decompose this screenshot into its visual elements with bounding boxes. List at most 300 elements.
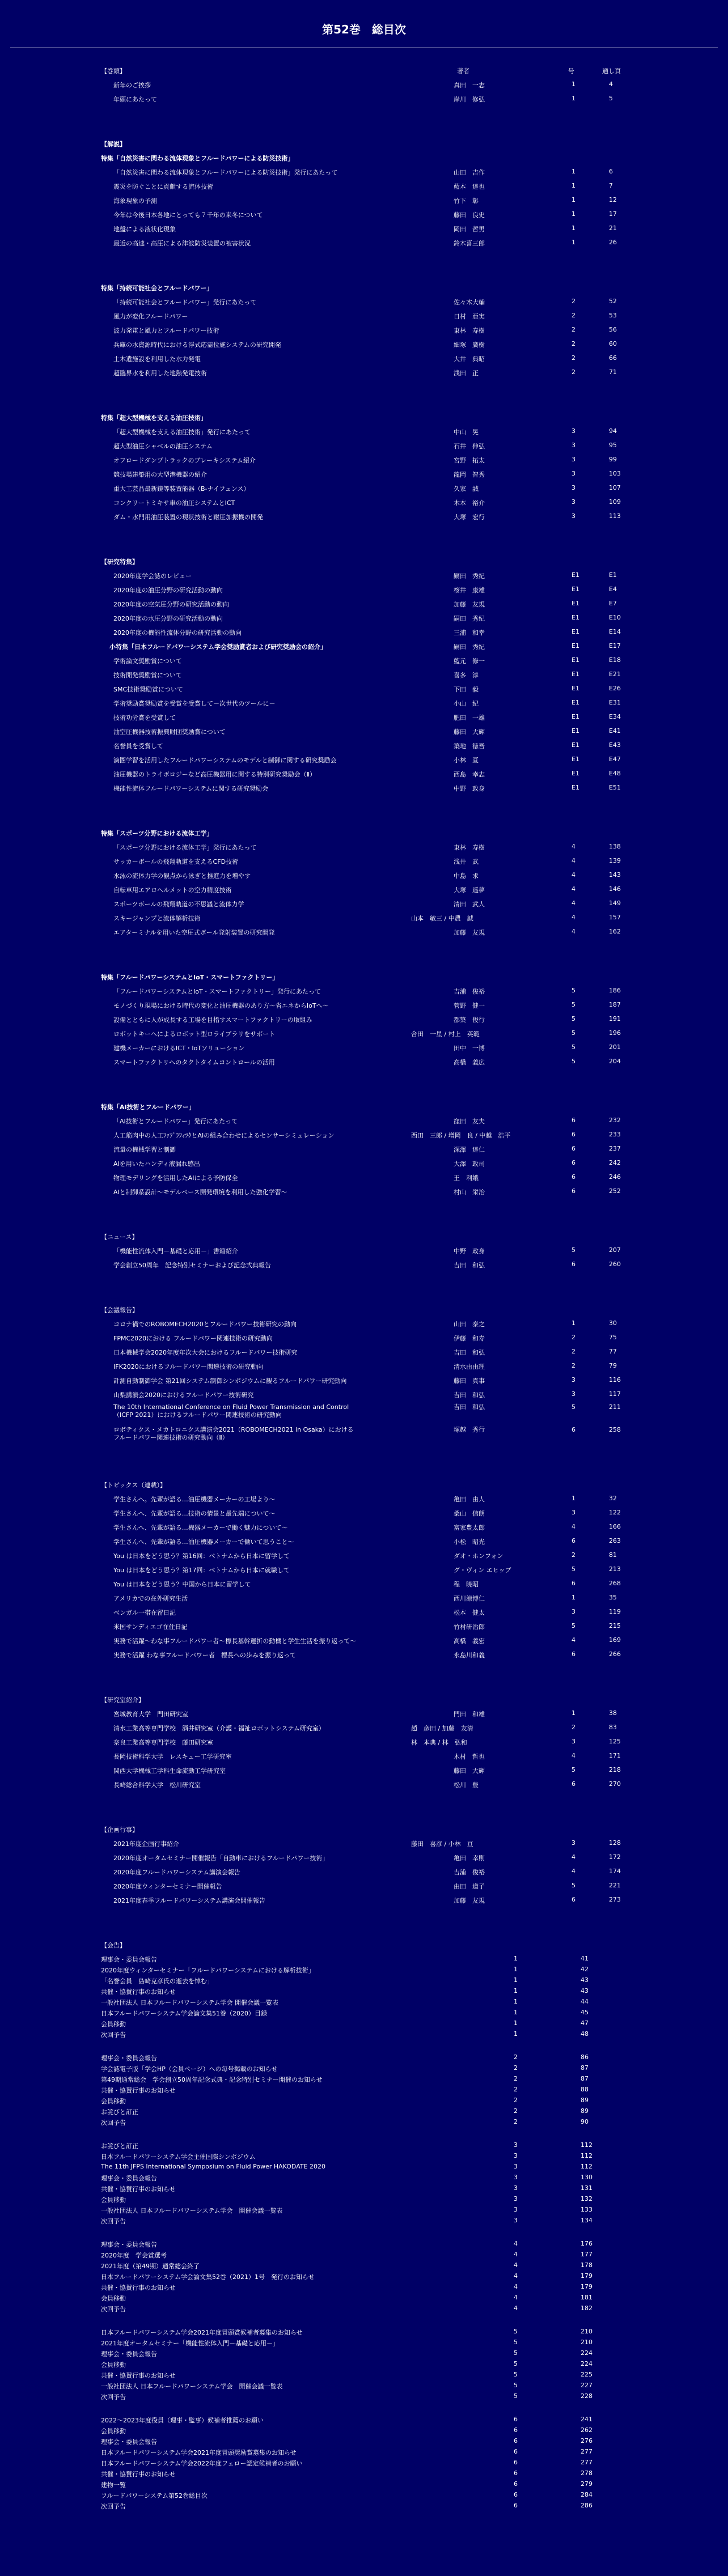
article-author: 岡田 哲男 <box>454 226 485 233</box>
page-number: 286 <box>581 2502 592 2509</box>
article-author: 村山 栄治 <box>454 1189 485 1196</box>
issue-number: 6 <box>514 2469 518 2477</box>
article-author: 木村 哲也 <box>454 1753 485 1760</box>
article-row <box>0 1359 728 1373</box>
article-author: グ・ヴィン エヒップ <box>454 1567 511 1574</box>
issue-number: 2 <box>514 2097 518 2104</box>
page-number: 138 <box>609 843 621 850</box>
article-author: 桑山 信朗 <box>454 1510 485 1517</box>
announcement-row <box>0 2389 728 2400</box>
page-number: 116 <box>609 1376 621 1384</box>
section-heading: 特集「フルードパワーシステムとIoT・スマートファクトリー」 <box>101 974 279 981</box>
article-title: 2020年度の水圧分野の研究活動の動向 <box>113 615 223 622</box>
page-number: 94 <box>609 427 617 435</box>
article-author: 清水由由理 <box>454 1363 485 1370</box>
article-row <box>0 1576 728 1590</box>
issue-number: 3 <box>514 2217 518 2224</box>
issue-number: 5 <box>572 1015 575 1022</box>
announcement-row <box>0 2247 728 2258</box>
issue-number: 4 <box>572 857 575 864</box>
announcement-row <box>0 2072 728 2082</box>
issue-number: 5 <box>572 1565 575 1573</box>
article-author: 亀田 幸則 <box>454 1854 485 1862</box>
page-number: 166 <box>609 1523 621 1530</box>
article-row <box>0 1243 728 1257</box>
article-title: 共催・協賛行事のお知らせ <box>101 2284 176 2291</box>
article-row <box>0 1387 728 1401</box>
section-heading-row <box>0 1477 728 1491</box>
announcement-row <box>0 2016 728 2027</box>
announcement-row <box>0 2290 728 2301</box>
page-number: 178 <box>581 2261 592 2269</box>
article-title: ロボティクス・メカトロニクス講演会2021（ROBOMECH2021 in Osaka）におけるフルードパワー関連技術の研究動向（Ⅱ） <box>113 1426 354 1441</box>
article-author: 都築 俊行 <box>454 1016 485 1024</box>
issue-number: E1 <box>572 756 579 763</box>
article-author: 肥田 一雄 <box>454 714 485 722</box>
article-title: 最近の高速・高圧による津波防災装置の被害状況 <box>113 240 251 247</box>
issue-number: 1 <box>572 182 575 189</box>
page-number: 143 <box>609 871 621 879</box>
page-number: 228 <box>581 2392 592 2400</box>
page-number: 172 <box>609 1853 621 1861</box>
page-number: 130 <box>581 2174 592 2181</box>
issue-number: 5 <box>572 1622 575 1629</box>
page-number: 32 <box>609 1495 617 1502</box>
article-author: 吉田 和弘 <box>454 1391 485 1399</box>
page-number: 224 <box>581 2349 592 2357</box>
page-number: 122 <box>609 1509 621 1516</box>
issue-number: 6 <box>572 1780 575 1788</box>
page-number: 35 <box>609 1594 617 1601</box>
article-author: 松川 豊 <box>454 1781 479 1789</box>
page-number: 26 <box>609 239 617 246</box>
article-title: 関西大学機械工学科生命流動工学研究室 <box>113 1767 226 1775</box>
article-title: オフロードダンプトラックのブレーキシステム紹介 <box>113 457 256 464</box>
article-title: 技術開発奨励賞について <box>113 672 182 679</box>
section-gap <box>0 1791 728 1822</box>
issue-number: 6 <box>514 2459 518 2466</box>
issue-number: 5 <box>572 1043 575 1051</box>
section-gap <box>0 2312 728 2324</box>
page-number: 179 <box>581 2283 592 2290</box>
page-number: 258 <box>609 1426 621 1433</box>
article-title: 日本フルードパワーシステム学会2021年度冒頭賞候補者募集のお知らせ <box>101 2329 303 2336</box>
article-row <box>0 681 728 695</box>
page-number: 107 <box>609 484 621 491</box>
page-number: 12 <box>609 196 617 203</box>
announcement-row <box>0 2423 728 2434</box>
article-author: 吉田 和弘 <box>454 1349 485 1356</box>
article-title: 実務で活躍～わな事フルードパワー者～標長基幹運折の動機と学生生活を振り返って～ <box>113 1637 357 1645</box>
article-row <box>0 1749 728 1763</box>
article-row <box>0 1836 728 1850</box>
article-author: 高橋 義宏 <box>454 1637 485 1645</box>
issue-number: 3 <box>572 442 575 449</box>
issue-number: 1 <box>514 2019 518 2027</box>
page-number: 233 <box>609 1131 621 1138</box>
page-number: 99 <box>609 456 617 463</box>
page-column-header: 通し頁 <box>602 67 621 75</box>
announcement-row <box>0 2498 728 2509</box>
article-title: 今年は今後日本各地にとっても７千年の来冬について <box>113 211 263 219</box>
article-row <box>0 639 728 653</box>
issue-number: 2 <box>572 312 575 319</box>
issue-number: 1 <box>572 224 575 232</box>
article-title: 理事会・委員会報告 <box>101 2350 157 2358</box>
page-number: 211 <box>609 1403 621 1411</box>
issue-number: 2 <box>514 2086 518 2093</box>
page-number: 277 <box>581 2448 592 2455</box>
article-row <box>0 653 728 667</box>
article-title: 学生さんへ、先輩が語る…機器メーカーで働く魅力について～ <box>113 1524 288 1531</box>
page-number: 273 <box>609 1896 621 1903</box>
page-number: E18 <box>609 656 621 664</box>
page-number: 66 <box>609 354 617 362</box>
article-title: ロボットキーへによるロボット型ロライブラリをサポート <box>113 1030 276 1038</box>
article-title: 建機メーカーにおけるICT・IoTソリューション <box>113 1045 245 1052</box>
article-title: 学会創立50周年 記念特別セミナーおよび記念式典報告 <box>113 1262 271 1269</box>
article-row <box>0 438 728 452</box>
section-gap <box>0 2400 728 2412</box>
issue-number: 6 <box>572 1145 575 1152</box>
article-author: 清田 武人 <box>454 901 485 908</box>
issue-number: 4 <box>514 2283 518 2290</box>
page-number: E1 <box>609 571 617 579</box>
announcement-row <box>0 2378 728 2389</box>
toc-header-row: 【巻頭】 著者 号 通し頁 <box>101 67 621 75</box>
article-author: 吉田 和弘 <box>454 1262 485 1269</box>
announcement-row <box>0 2335 728 2346</box>
article-author: 大澤 政司 <box>454 1160 485 1168</box>
issue-number: 1 <box>572 80 575 88</box>
article-title: 共催・協賛行事のお知らせ <box>101 2372 176 2379</box>
article-author: 竹村研治郎 <box>454 1623 485 1631</box>
issue-number: 3 <box>572 1509 575 1516</box>
article-title: 学生さんへ。先輩が語る…油圧機器メーカーの工場より～ <box>113 1496 276 1503</box>
issue-number: 3 <box>572 1376 575 1384</box>
article-row <box>0 294 728 308</box>
page-number: 149 <box>609 899 621 907</box>
page-number: 139 <box>609 857 621 864</box>
article-author: 藤田 良史 <box>454 211 485 219</box>
page-number: 224 <box>581 2360 592 2367</box>
article-title: SMC技術奨励賞について <box>113 686 183 693</box>
page-number: 131 <box>581 2184 592 2192</box>
article-title: 設備とともに人が成長する工場を目指すスマートファクトリーの取組み <box>113 1016 312 1024</box>
section-gap <box>0 523 728 554</box>
announcement-row <box>0 2434 728 2445</box>
page-number: 225 <box>581 2371 592 2378</box>
article-title: 宮城教育大学 門田研究室 <box>113 1711 188 1718</box>
page-number: 109 <box>609 498 621 506</box>
section-gap <box>0 2038 728 2050</box>
article-title: 会員移動 <box>101 2361 126 2369</box>
article-row <box>0 1170 728 1184</box>
page-number: 87 <box>581 2075 589 2082</box>
section-heading-row <box>0 1937 728 1951</box>
article-author: 永島川和義 <box>454 1652 485 1659</box>
page-number: 95 <box>609 442 617 449</box>
article-author: 浅田 正 <box>454 370 479 377</box>
section-gap <box>0 1661 728 1692</box>
article-row <box>0 77 728 91</box>
article-title: 2020年度ウィンターセミナー開催報告 <box>113 1883 222 1890</box>
page-number: 86 <box>581 2053 589 2061</box>
issue-number: 6 <box>572 1650 575 1658</box>
article-author: 藤田 喜彦 / 小林 亘 <box>411 1840 473 1848</box>
article-row <box>0 568 728 582</box>
page-number: 174 <box>609 1868 621 1875</box>
issue-number: 2 <box>514 2075 518 2082</box>
article-row <box>0 495 728 509</box>
announcement-row <box>0 2445 728 2455</box>
article-row <box>0 91 728 105</box>
article-title: 超臨界水を利用した地熱発電技術 <box>113 370 207 377</box>
article-title: 2021年度春季フルードパワーシステム講演会開催報告 <box>113 1897 266 1904</box>
page-number: 213 <box>609 1565 621 1573</box>
article-author: 東林 寿樹 <box>454 327 485 334</box>
announcement-row <box>0 2301 728 2312</box>
article-title: 土木遺施設を利用した水力発電 <box>113 355 201 363</box>
article-author: 中島 求 <box>454 872 479 880</box>
section-heading: 【巻頭】 <box>101 67 126 75</box>
article-author: 下田 毅 <box>454 686 479 693</box>
article-title: 「超大型機械を支える油圧技術」発行にあたって <box>113 428 251 436</box>
article-row <box>0 1720 728 1734</box>
section-gap <box>0 105 728 136</box>
page-number: E21 <box>609 670 621 678</box>
section-gap <box>0 1198 728 1229</box>
article-title: 機能性流体フルードパワーシステムに関する研究奨励会 <box>113 785 269 792</box>
article-row <box>0 322 728 337</box>
section-heading: 【研究室紹介】 <box>101 1696 145 1704</box>
announcement-row <box>0 2477 728 2488</box>
article-author: 中野 政身 <box>454 1247 485 1255</box>
page-number: 242 <box>609 1159 621 1166</box>
article-title: 2020年度の機能性流体分野の研究活動の動向 <box>113 629 242 636</box>
issue-number: 3 <box>514 2195 518 2202</box>
issue-number: 5 <box>514 2382 518 2389</box>
issue-number: 3 <box>572 1738 575 1745</box>
page-title: 第52巻 総目次 <box>322 23 406 36</box>
article-title: 長崎総合科学大学 松川研究室 <box>113 1781 201 1789</box>
issue-number: 6 <box>572 1896 575 1903</box>
article-author: 塚越 秀行 <box>454 1426 485 1433</box>
issue-number: 6 <box>514 2480 518 2488</box>
article-author: 藍元 修一 <box>454 657 485 665</box>
page-number: 119 <box>609 1608 621 1615</box>
announcement-row <box>0 2466 728 2477</box>
article-row <box>0 839 728 854</box>
page-number: E31 <box>609 699 621 706</box>
article-author: 小松 昭光 <box>454 1538 485 1546</box>
article-row <box>0 1548 728 1562</box>
article-author: 門田 和雄 <box>454 1711 485 1718</box>
page-number: 186 <box>609 987 621 994</box>
article-row <box>0 882 728 896</box>
page-number: 207 <box>609 1246 621 1254</box>
issue-number: 4 <box>572 1853 575 1861</box>
page-number: 17 <box>609 210 617 218</box>
article-author: 岸川 修弘 <box>454 96 485 103</box>
page-number: 81 <box>609 1551 617 1559</box>
page-number: 113 <box>609 512 621 520</box>
section-heading-row <box>0 1302 728 1316</box>
article-row <box>0 1850 728 1864</box>
announcement-row <box>0 2061 728 2072</box>
article-author: 細塚 廣樹 <box>454 341 485 349</box>
article-title: 2020年度の空気圧分野の研究活動の動向 <box>113 601 229 608</box>
article-title: You は日本をどう思う？第17回：ベトナムから日本に就職して <box>113 1567 290 1574</box>
article-title: 「持続可能社会とフルードパワー」発行にあたって <box>113 299 257 306</box>
article-title: 震災を防ぐことに貢献する流体技術 <box>113 183 213 190</box>
issue-number: 1 <box>572 1594 575 1601</box>
article-row <box>0 365 728 379</box>
article-title: 2022〜2023年度役員（理事・監事）候補者推薦のお願い <box>101 2417 264 2424</box>
issue-number: 3 <box>572 427 575 435</box>
announcement-row <box>0 1973 728 1984</box>
article-row <box>0 738 728 752</box>
issue-number: 3 <box>514 2206 518 2213</box>
issue-number: 4 <box>572 899 575 907</box>
issue-number: E1 <box>572 784 579 791</box>
article-author: 加藤 友規 <box>454 601 485 608</box>
article-row <box>0 1257 728 1271</box>
article-title: 理事会・委員会報告 <box>101 2438 157 2446</box>
article-row <box>0 1040 728 1054</box>
section-heading-row <box>0 1692 728 1706</box>
page-number: 157 <box>609 914 621 921</box>
announcement-row <box>0 2213 728 2224</box>
article-row <box>0 1127 728 1141</box>
page-number: 134 <box>581 2217 592 2224</box>
article-author: 田中 一博 <box>454 1045 485 1052</box>
article-title: 水泳の流体力学の観点から泳ぎと推進力を増やす <box>113 872 251 880</box>
article-title: ベンガル一帯在留日記 <box>113 1609 176 1616</box>
section-gap <box>0 1907 728 1937</box>
page-number: 132 <box>581 2195 592 2202</box>
issue-number: 6 <box>572 1187 575 1195</box>
article-row <box>0 337 728 351</box>
article-author: 西田 三郎 / 増岡 良 / 中越 浩平 <box>411 1132 511 1139</box>
article-row <box>0 1633 728 1647</box>
article-author: 嗣田 秀紀 <box>454 572 485 580</box>
issue-number: 6 <box>514 2448 518 2455</box>
article-row <box>0 896 728 910</box>
article-row <box>0 854 728 868</box>
page-number: 227 <box>581 2382 592 2389</box>
issue-number: 4 <box>514 2294 518 2301</box>
article-author: 鈴木喜三郎 <box>454 240 485 247</box>
page-number: 276 <box>581 2437 592 2445</box>
article-title: 2021年度オータムセミナー「機能性流体入門－基礎と応用－」 <box>101 2340 279 2347</box>
article-title: 実務で活躍 わな事フルードパワー者 標長への歩みを振り返って <box>113 1652 296 1659</box>
article-row <box>0 1878 728 1892</box>
article-title: サッカーボールの飛翔軌道を支えるCFD技術 <box>113 858 239 865</box>
page-number: 125 <box>609 1738 621 1745</box>
issue-number: 6 <box>572 1261 575 1268</box>
article-title: 波力発電と風力とフルードパワー技術 <box>113 327 219 334</box>
page-number: 56 <box>609 326 617 333</box>
announcement-row <box>0 2192 728 2202</box>
article-title: 日本フルードパワーシステム学会2021年度冒頭奨励賞募集のお知らせ <box>101 2449 297 2456</box>
issue-number: 2 <box>572 298 575 305</box>
article-title: 小特集「日本フルードパワーシステム学会奨励賞者および研究奨励会の紹介」 <box>109 643 327 651</box>
page-number: 87 <box>581 2064 589 2072</box>
article-row <box>0 780 728 795</box>
issue-number: 1 <box>572 1709 575 1717</box>
article-title: 学術論文奨励賞について <box>113 657 182 665</box>
article-author: 真田 一志 <box>454 82 485 89</box>
issue-number: 3 <box>572 498 575 506</box>
issue-number: 6 <box>572 1426 575 1433</box>
issue-number: 4 <box>572 1636 575 1644</box>
article-row <box>0 466 728 481</box>
issue-number: 2 <box>572 340 575 347</box>
page-number: 169 <box>609 1636 621 1644</box>
issue-number: 4 <box>572 871 575 879</box>
article-title: 次回予告 <box>101 2031 126 2039</box>
issue-number: E1 <box>572 600 579 607</box>
page-number: 277 <box>581 2459 592 2466</box>
article-row <box>0 1054 728 1068</box>
page-number: 196 <box>609 1029 621 1037</box>
issue-number: E1 <box>572 770 579 777</box>
issue-number: 2 <box>572 1334 575 1341</box>
article-title: 海象現象の予測 <box>113 197 157 205</box>
issue-number: 6 <box>572 1537 575 1544</box>
article-title: 風力が変化フルードパワー <box>113 313 188 320</box>
announcement-row <box>0 2357 728 2367</box>
issue-number: 4 <box>572 1752 575 1759</box>
page-number: 171 <box>609 1752 621 1759</box>
article-title: 次回予告 <box>101 2306 126 2313</box>
issue-number: 6 <box>514 2491 518 2498</box>
announcement-row <box>0 2170 728 2181</box>
article-title: You は日本をどう思う？第16回：ベトナムから日本に留学して <box>113 1552 290 1560</box>
article-row <box>0 509 728 523</box>
article-author: 木本 裕介 <box>454 499 485 507</box>
page-number: E48 <box>609 770 621 777</box>
article-row <box>0 582 728 596</box>
article-row <box>0 868 728 882</box>
issue-number: 5 <box>514 2339 518 2346</box>
page-number: 252 <box>609 1187 621 1195</box>
article-title: 技術功労賞を受賞して <box>113 714 176 722</box>
article-title: 共催・協賛行事のお知らせ <box>101 1988 176 1996</box>
page-number: 48 <box>581 2030 589 2038</box>
section-gap <box>0 1068 728 1099</box>
article-row <box>0 1424 728 1446</box>
article-title: 次回予告 <box>101 2119 126 2127</box>
page-number: 204 <box>609 1058 621 1065</box>
article-row <box>0 596 728 610</box>
page-number: 38 <box>609 1709 617 1717</box>
article-row <box>0 1520 728 1534</box>
page-number: 103 <box>609 470 621 477</box>
article-row <box>0 924 728 939</box>
section-heading-row <box>0 150 728 164</box>
section-heading: 【会議報告】 <box>101 1306 138 1314</box>
section-gap <box>0 249 728 280</box>
page-number: 279 <box>581 2480 592 2488</box>
article-title: 一般社団法人 日本フルードパワーシステム学会 開催会議一覧表 <box>101 1999 279 2006</box>
article-author: 吉浦 俊裕 <box>454 988 485 995</box>
article-row <box>0 1012 728 1026</box>
article-title: モノづくり現場における時代の変化と油圧機器のあり方～省エネからIoTへ～ <box>113 1002 329 1009</box>
issue-number: 2 <box>572 326 575 333</box>
page-number: E4 <box>609 585 617 593</box>
